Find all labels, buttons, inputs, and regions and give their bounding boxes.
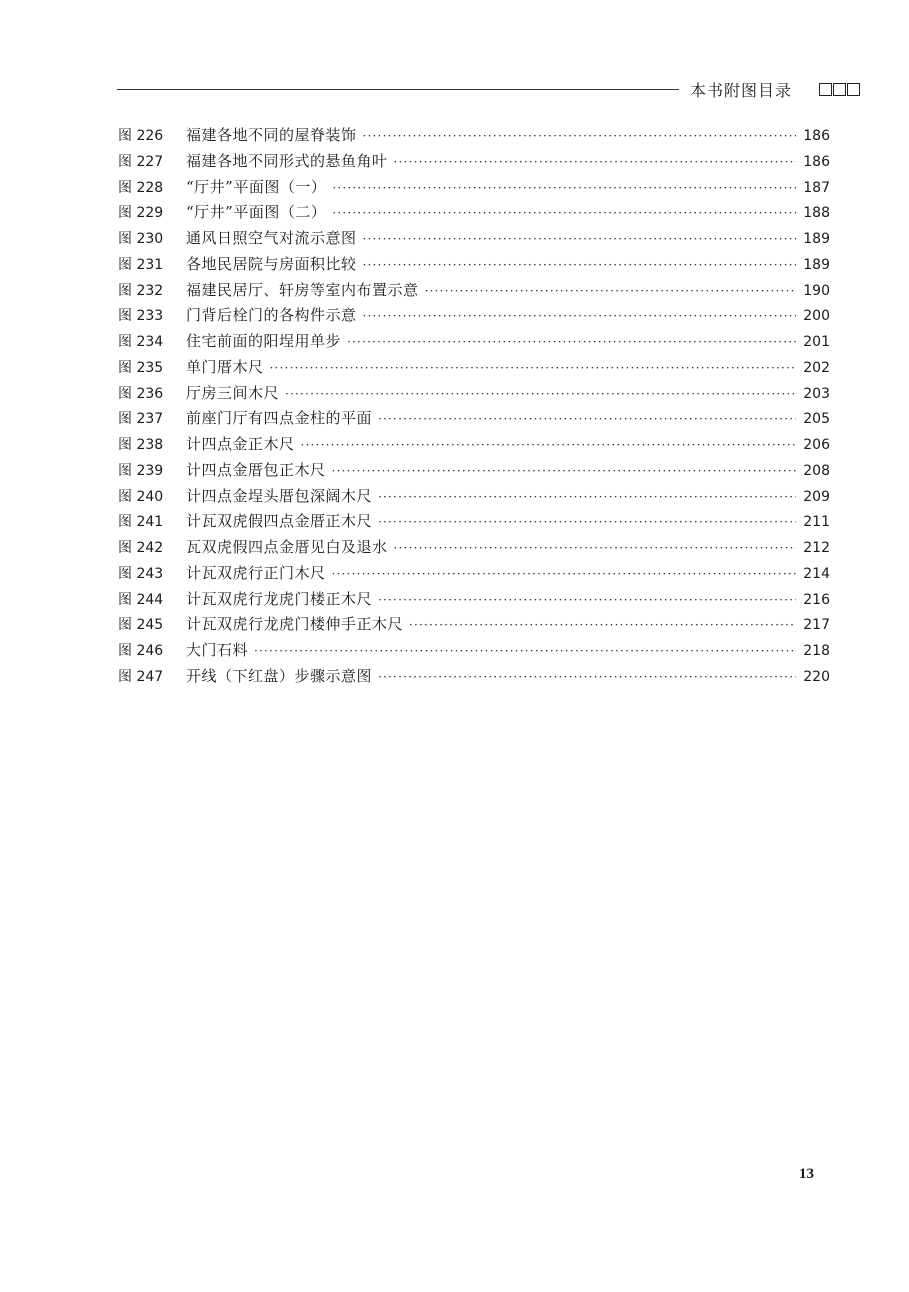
figure-number: 图 245	[118, 617, 164, 634]
figure-title: 福建民居厅、轩房等室内布置示意	[186, 280, 419, 299]
figure-page-number: 203	[803, 385, 830, 402]
figure-page-number: 189	[803, 256, 830, 273]
figure-entry[interactable]	[118, 227, 830, 253]
figure-number: 图 226	[118, 128, 164, 144]
figure-page-number: 205	[803, 411, 830, 428]
figure-page-number: 201	[803, 334, 830, 350]
figure-entry[interactable]	[118, 150, 830, 176]
figure-number: 图 242	[118, 540, 164, 556]
figure-title: 计四点金厝包正木尺	[186, 460, 326, 479]
figure-title: “厅井”平面图（二）	[186, 203, 327, 222]
header-box-icon	[847, 83, 860, 96]
figure-title: 门背后栓门的各构件示意	[186, 306, 357, 325]
figure-number: 图 227	[118, 153, 164, 170]
dot-leader	[378, 670, 796, 684]
figure-entry[interactable]	[118, 665, 830, 691]
figure-entry[interactable]	[118, 433, 830, 459]
dot-leader	[270, 361, 796, 375]
figure-number: 图 237	[118, 411, 164, 428]
dot-leader	[363, 258, 796, 272]
figure-page-number: 211	[803, 514, 830, 531]
figure-entry[interactable]	[118, 562, 830, 588]
figure-entry[interactable]	[118, 639, 830, 665]
dot-leader	[378, 593, 796, 607]
figure-entry[interactable]	[118, 176, 830, 202]
figure-title: 计四点金埕头厝包深阔木尺	[186, 486, 373, 505]
dot-leader	[363, 309, 796, 323]
dot-leader	[425, 284, 796, 298]
dot-leader	[347, 335, 796, 349]
figure-entry[interactable]	[118, 253, 830, 279]
figure-page-number: 190	[803, 282, 830, 299]
figure-title: 单门厝木尺	[186, 357, 264, 376]
running-header-title: 本书附图目录	[690, 81, 793, 100]
dot-leader	[332, 206, 796, 220]
dot-leader	[254, 644, 796, 658]
dot-leader	[332, 567, 796, 581]
figure-number: 图 234	[118, 334, 164, 350]
figure-title: 开线（下红盘）步骤示意图	[186, 666, 373, 685]
figure-page-number: 186	[803, 128, 830, 144]
figure-title: 前座门厅有四点金柱的平面	[186, 409, 373, 428]
header-box-icon	[833, 83, 846, 96]
figure-title: 计瓦双虎行正门木尺	[186, 563, 326, 582]
figure-entry[interactable]	[118, 304, 830, 330]
figure-title: 通风日照空气对流示意图	[186, 229, 357, 247]
figure-page-number: 200	[803, 308, 830, 325]
figure-entry[interactable]	[118, 382, 830, 408]
figure-page-number: 189	[803, 231, 830, 247]
dot-leader	[363, 129, 796, 143]
dot-leader	[394, 155, 796, 169]
figure-number: 图 232	[118, 282, 164, 299]
figure-page-number: 186	[803, 153, 830, 170]
figure-number: 图 241	[118, 514, 164, 531]
figure-page-number: 214	[803, 565, 830, 582]
figure-number: 图 228	[118, 179, 164, 196]
figure-page-number: 220	[803, 668, 830, 685]
figure-title: 福建各地不同的屋脊装饰	[186, 126, 357, 144]
figure-number: 图 238	[118, 437, 164, 453]
figure-entry[interactable]	[118, 485, 830, 511]
figure-number: 图 239	[118, 462, 164, 479]
figure-page-number: 217	[803, 617, 830, 634]
dot-leader	[363, 232, 796, 246]
figure-number: 图 235	[118, 359, 164, 376]
dot-leader	[378, 490, 796, 504]
figure-number: 图 246	[118, 643, 164, 659]
figure-entry[interactable]	[118, 459, 830, 485]
dot-leader	[394, 541, 796, 555]
dot-leader	[332, 181, 796, 195]
figure-list	[118, 124, 830, 691]
figure-entry[interactable]	[118, 356, 830, 382]
figure-title: 计瓦双虎假四点金厝正木尺	[186, 512, 373, 531]
figure-entry[interactable]	[118, 124, 830, 150]
dot-leader	[332, 464, 796, 478]
figure-page-number: 212	[803, 540, 830, 556]
dot-leader	[285, 387, 796, 401]
figure-entry[interactable]	[118, 536, 830, 562]
figure-title: 计四点金正木尺	[186, 435, 295, 453]
figure-page-number: 187	[803, 179, 830, 196]
figure-number: 图 236	[118, 385, 164, 402]
figure-title: 厅房三间木尺	[186, 383, 280, 402]
figure-entry[interactable]	[118, 201, 830, 227]
figure-title: 计瓦双虎行龙虎门楼伸手正木尺	[186, 615, 404, 634]
figure-number: 图 230	[118, 231, 164, 247]
figure-title: “厅井”平面图（一）	[186, 177, 327, 196]
header-box-icon	[819, 83, 832, 96]
figure-entry[interactable]	[118, 407, 830, 433]
dot-leader	[409, 618, 796, 632]
figure-page-number: 208	[803, 462, 830, 479]
figure-entry[interactable]	[118, 613, 830, 639]
figure-title: 各地民居院与房面积比较	[186, 254, 357, 273]
figure-number: 图 240	[118, 488, 164, 505]
figure-page-number: 188	[803, 205, 830, 222]
figure-number: 图 231	[118, 256, 164, 273]
page-number: 13	[799, 1166, 814, 1182]
figure-number: 图 229	[118, 205, 164, 222]
figure-page-number: 209	[803, 488, 830, 505]
figure-number: 图 247	[118, 668, 164, 685]
figure-title: 计瓦双虎行龙虎门楼正木尺	[186, 589, 373, 608]
figure-entry[interactable]	[118, 588, 830, 614]
figure-entry[interactable]	[118, 330, 830, 356]
figure-page-number: 206	[803, 437, 830, 453]
figure-number: 图 243	[118, 565, 164, 582]
figure-page-number: 218	[803, 643, 830, 659]
figure-title: 住宅前面的阳埕用单步	[186, 332, 342, 350]
figure-title: 大门石料	[186, 641, 249, 659]
header-decorative-boxes	[819, 83, 860, 96]
dot-leader	[378, 412, 796, 426]
dot-leader	[301, 438, 796, 452]
figure-page-number: 216	[803, 591, 830, 608]
figure-number: 图 244	[118, 591, 164, 608]
figure-title: 瓦双虎假四点金厝见白及退水	[186, 538, 388, 556]
figure-title: 福建各地不同形式的悬鱼角叶	[186, 151, 388, 170]
dot-leader	[378, 515, 796, 529]
figure-page-number: 202	[803, 359, 830, 376]
header-rule	[117, 89, 679, 90]
figure-entry[interactable]	[118, 510, 830, 536]
figure-number: 图 233	[118, 308, 164, 325]
figure-entry[interactable]	[118, 279, 830, 305]
